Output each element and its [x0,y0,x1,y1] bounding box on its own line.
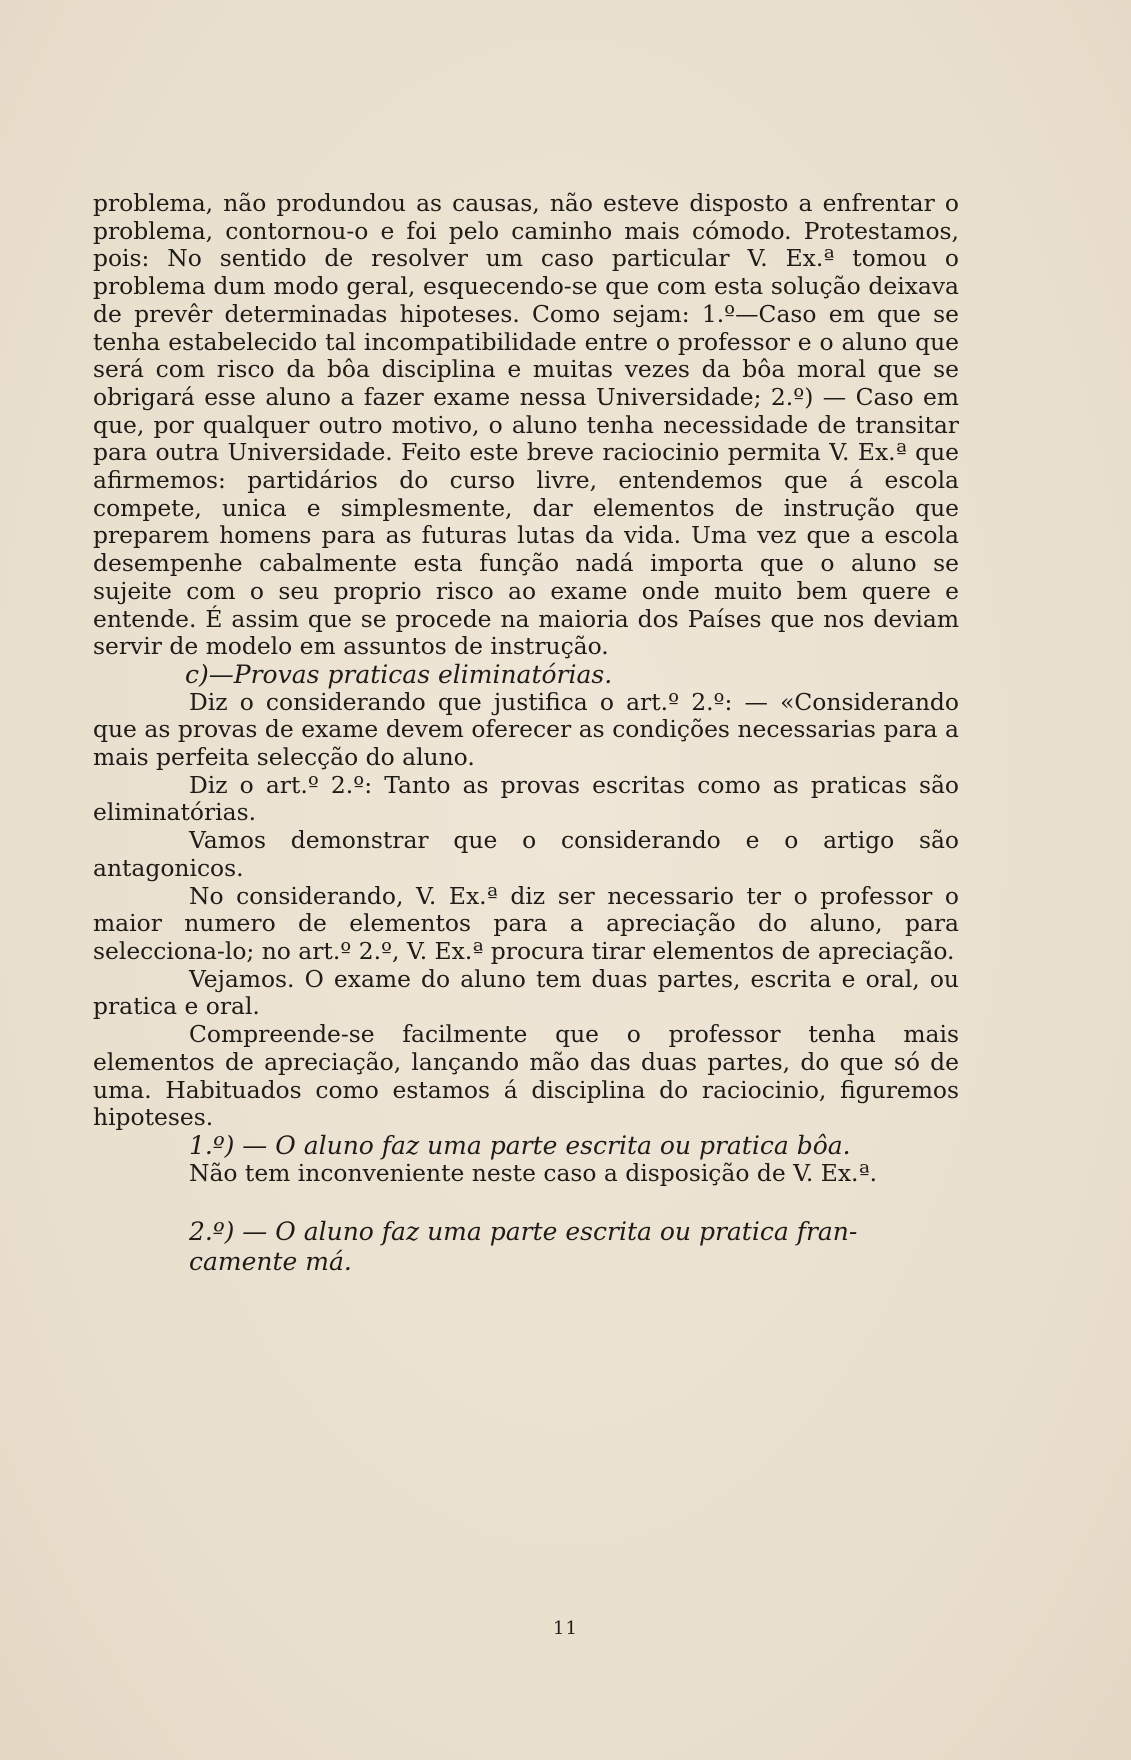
document-page [93,190,959,1277]
section-heading-c: c)—Provas praticas eliminatórias. [185,659,613,689]
body-paragraph: problema, não produndou as causas, não esteve disposto a enfrentar o problema, contornou-o e foi pelo caminho mais cómodo. Protestamos, pois: No sentido de resolver um caso particular V. Ex.ª tomou o problema dum modo geral, esquecendo-se que com esta solução deixava de prevêr determinadas hipoteses. Como sejam: 1.º—Caso em que se tenha estabelecido tal incompatibilidade entre o professor e o aluno que será com risco da bôa disciplina e muitas vezes da bôa moral que se obrigará esse aluno a fazer exame nessa Universidade; 2.º) — Caso em que, por qualquer outro motivo, o aluno tenha necessidade de transitar para outra Universidade. Feito este breve raciocinio permita V. Ex.ª que afirmemos: partidários do curso livre, entendemos que á escola compete, unica e simplesmente, dar elementos de instrução que preparem homens para as futuras lutas da vida. Uma vez que a escola desempenhe cabalmente esta função nadá importa que o aluno se sujeite com o seu proprio risco ao exame onde muito bem quere e entende. É assim que se procede na maioria dos Países que nos deviam servir de modelo em assuntos de instrução. [93,189,959,661]
body-paragraph: Compreende-se facilmente que o professor tenha mais elementos de apreciação, lançando mão das duas partes, do que só de uma. Habituados como estamos á disciplina do raciocinio, figuremos hipoteses. [93,1020,959,1132]
body-paragraph: No considerando, V. Ex.ª diz ser necessario ter o professor o maior numero de elementos para a apreciação do aluno, para selecciona-lo; no art.º 2.º, V. Ex.ª procura tirar elementos de apreciação. [93,881,959,965]
body-paragraph: Vejamos. O exame do aluno tem duas partes, escrita e oral, ou pratica e oral. [93,964,959,1021]
body-paragraph: Diz o art.º 2.º: Tanto as provas escritas como as praticas são eliminatórias. [93,770,959,827]
hypothesis-heading-2-line1: 2.º) — O aluno faz uma parte escrita ou pratica fran- [189,1217,858,1247]
hypothesis-heading-2-line2: camente má. [189,1247,352,1277]
page-number: 11 [553,1618,578,1639]
hypothesis-heading-2 [93,1217,959,1277]
body-paragraph: Diz o considerando que justifica o art.º 2.º: — «Considerando que as provas de exame devem oferecer as condições necessarias para a mais perfeita selecção do aluno. [93,687,959,772]
body-paragraph: Não tem inconveniente neste caso a disposição de V. Ex.ª. [189,1158,878,1187]
hypothesis-heading-1: 1.º) — O aluno faz uma parte escrita ou pratica bôa. [189,1130,851,1160]
body-paragraph: Vamos demonstrar que o considerando e o artigo são antagonicos. [93,826,959,882]
